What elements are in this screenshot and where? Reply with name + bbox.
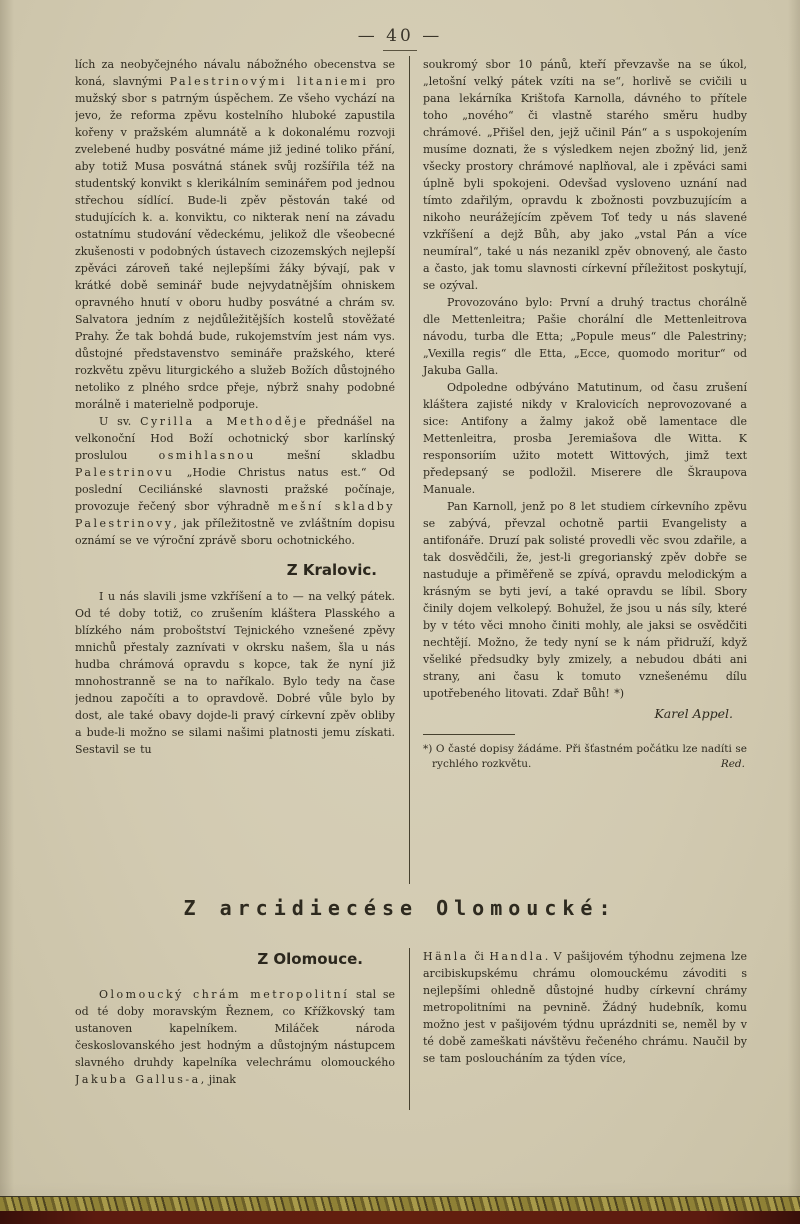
text-run: I u nás slavili jsme vzkříšení a to — na velký pátek. Od té doby totiž, co zrušením kláštera Plasského a blízkého nám proboštství Tejnického vznešené zpěvy mnichů přestaly zaznívati v okrsku našem, šla u nás hudba chrámová opravdu s kopce, tak že nyní již mnohostranně se na to naříkalo. Bylo tedy na čase jednou započíti a to opravdově. Dobré vůle bylo by dost, ale také obavy dojde-li pravý církevní zpěv obliby a bude-li možno se silami našimi platnosti jemu získati. Sestavil se tu <box>75 590 395 756</box>
top-left-column <box>75 56 409 884</box>
text-run: přednášel na velkonoční Hod Boží ochotnický sbor karlínský proslulou <box>75 415 395 462</box>
paragraph <box>423 56 747 294</box>
text-run: U sv. <box>99 415 141 428</box>
page-number: — 40 — <box>357 26 443 46</box>
emphasized-text: Cyrilla a Methoděje <box>140 415 309 428</box>
paragraph <box>423 948 747 1067</box>
bottom-left-column <box>75 948 409 1110</box>
text-run: . V pašijovém týhodnu zejmena lze arcibiskupskému chrámu olomouckému závoditi s nejlepšími ohledně důstojné hudby církevní chrámy metropolitními na pevnině. Žádný hudebník, komu možno jest v pašijovém týdnu uprázdniti se, neměl by v té době zameškati návštěvu řečeného chrámu. Naučil by se tam posloucháním za týden více, <box>423 950 747 1065</box>
footnote-rule <box>423 734 515 735</box>
text-run: Karel Appel. <box>654 706 733 721</box>
emphasized-text: osmihlasnou <box>158 449 256 462</box>
text-run: Z Kralovic. <box>286 561 377 579</box>
text-run: Odpoledne odbýváno Matutinum, od času zrušení kláštera zajisté nikdy v Kralovicích neprovozované a sice: Antifony a žalmy jakož obě lamentace dle Mettenleitra, prosba Jeremiašova dle Witta. K responsoriím užito motett Wittových, jimž text předepsaný se podložil. Miserere dle Škraupova Manuale. <box>423 381 747 496</box>
emphasized-text: mešní skladby Palestrinovy <box>75 500 395 530</box>
text-run: *) O časté dopisy žádáme. Při šťastném počátku lze nadíti se rychlého rozkvětu. <box>423 743 747 770</box>
emphasized-text: Hänla <box>423 950 469 963</box>
table-surface-edge <box>0 1211 800 1224</box>
paragraph <box>423 498 747 702</box>
page-number-rule <box>383 50 417 51</box>
emphasized-text: Olomoucký chrám metropolitní <box>99 988 350 1001</box>
text-run: „Hodie Christus natus est.“ Od poslední Ceciliánské slavnosti pražské počínaje, provozuje řečený sbor výhradně <box>75 466 395 513</box>
column-heading <box>75 561 395 579</box>
emphasized-text: Palestrinovými litaniemi <box>169 75 369 88</box>
top-article-columns <box>75 56 747 884</box>
footnote <box>423 742 747 772</box>
paragraph <box>75 588 395 758</box>
section-heading: Z arcidiecése Olomoucké: <box>183 896 617 920</box>
text-run: pro mužský sbor s patrným úspěchem. Ze všeho vychází na jevo, že reforma zpěvu kostelního hluboké zapustila kořeny v pražském alumnátě a k dokonalému rozvoji zvelebené hudby posvátné máme již jediné toliko přání, aby totiž Musa posvátná stánek svůj rozšířila též na studentský konvikt s klerikálním seminářem pod jednou střechou sídlící. Bude-li zpěv pěstován také od studujících k. a. konviktu, co nikterak není na závadu ostatnímu studování vědeckému, jelikož dle všeobecné zkušenosti v podobných ústavech cizozemských nejlepší zpěváci zároveň také nejlepšími žáky bývají, pak v krátké době seminář bude nejvydatnějším ohniskem opravného hnutí v oboru hudby posvátné a chrám sv. Salvatora jedním z nejdůležitějších kostelů stověžaté Prahy. Že tak bohdá bude, rukojemstvím jest nám vys. důstojné představenstvo semináře pražského, které rozkvětu zpěvu liturgického a služeb Božích důstojného netoliko z plného srdce přeje, nýbrž snahy podobné morálně i materielně podporuje. <box>75 75 395 411</box>
bottom-right-column <box>409 948 747 1110</box>
text-run: Red. <box>720 758 745 770</box>
text-run: Pan Karnoll, jenž po 8 let studiem církevního zpěvu se zabývá, převzal ochotně partii Evangelisty a antifonáře. Druzí pak solisté provedli věc svou zdařile, a tak dosvědčili, že, jest-li gregorianský zpěv dobře se nastuduje a přiměřeně se zpívá, opravdu melodickým a krásným se byti jeví, a také opravdu se líbil. Sbory činily dojem velkolepý. Bohužel, že jsou u nás síly, které by v této věci mnoho činiti mohly, ale jaksi se osvědčiti nechtějí. Možno, že tedy nyní se k nám přidruží, když všeliké předsudky byly zmizely, a nebudou dbáti ani strany, ani času k tomuto vznešenému dílu upotřebeného litovati. Zdař Bůh! *) <box>423 500 747 700</box>
paragraph <box>75 413 395 549</box>
bottom-article-columns <box>75 948 747 1110</box>
text-run: Z Olomouce. <box>257 950 363 968</box>
signature <box>423 705 747 722</box>
paragraph <box>423 379 747 498</box>
emphasized-text: Jakuba Gallus-a <box>75 1073 201 1086</box>
text-run: stal se od té doby moravským Řeznem, co Křížkovský tam ustanoven kapelníkem. Miláček národa českoslovanského jest hodným a důstojným nástupcem slavného druhdy kapelníka velechrámu olomouckého <box>75 988 395 1069</box>
text-run: mešní skladbu <box>255 449 395 462</box>
page-bottom-edge <box>0 1196 800 1223</box>
text-run: Provozováno bylo: První a druhý tractus chorálně dle Mettenleitra; Pašie chorální dle Mettenleitrova návodu, turba dle Etta; „Popule meus“ dle Palestriny; „Vexilla regis“ dle Etta, „Ecce, quomodo moritur“ od Jakuba Galla. <box>423 296 747 377</box>
column-heading <box>75 950 395 968</box>
text-run: či <box>468 950 490 963</box>
top-right-column <box>409 56 747 884</box>
marbled-book-edge <box>0 1196 800 1211</box>
text-run: lích za neobyčejného návalu nábožného obecenstva se koná, slavnými <box>75 58 395 88</box>
paragraph <box>75 56 395 413</box>
emphasized-text: Palestrinovu <box>75 466 175 479</box>
text-run: soukromý sbor 10 pánů, kteří převzavše na se úkol, „letošní velký pátek vzíti na se“, horlivě se cvičili u pana lekárníka Krištofa Karnolla, dávného to přítele toho „nového“ či vlastně starého směru hudby chrámové. „Přišel den, jejž učinil Pán“ a s uspokojením musíme doznati, že s výsledkem nejen zbožný lid, jenž všecky prostory chrámové naplňoval, ale i zpěváci sami úplně byli spokojeni. Odevšad vysloveno uznání nad tímto zdařilým, opravdu k zbožnosti povzbuzujícím a nikoho neurážejícím zpěvem Toť tedy u nás slavené vzkříšení a dejž Bůh, aby jako „vstal Pán a více neumíral“, také u nás nezanikl zpěv obnovený, ale často a často, jak tomu slavnosti církevní příležitost poskytují, se ozýval. <box>423 58 747 292</box>
paragraph <box>75 986 395 1088</box>
text-run: , jinak <box>200 1073 236 1086</box>
emphasized-text: Handla <box>489 950 545 963</box>
paragraph <box>423 294 747 379</box>
text-run: , jak příležitostně ve zvláštním dopisu oznámí se ve výroční zprávě sboru ochotnického. <box>75 517 395 547</box>
